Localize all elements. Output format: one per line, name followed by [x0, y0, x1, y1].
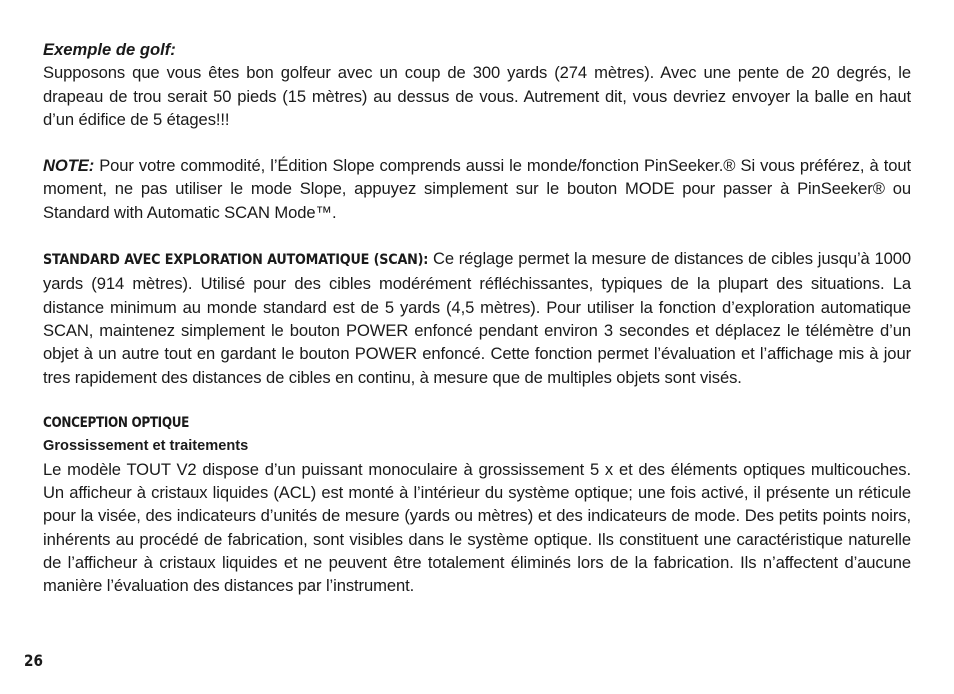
note-paragraph: [43, 154, 911, 224]
optical-design-subheading: Grossissement et traitements: [43, 437, 249, 454]
optical-design-heading: CONCEPTION OPTIQUE: [43, 414, 190, 431]
standard-scan-text: Ce réglage permet la mesure de distances de cibles jusqu’à 1000 yards (914 mètres). Utilisé pour des cibles modérément réfléchissantes, typiques de la plupart des situations. La distance minimum au monde standard est de 5 yards (4,5 mètres). Pour utiliser la fonction d’exploration automatique SCAN, maintenez simplement le bouton POWER enfoncé pendant environ 3 secondes et déplacez le télémètre d’un objet à un autre tout en gardant le bouton POWER enfoncé. Cette fonction permet l’évaluation et l’affichage mis à jour tres rapidement des distances de cibles en continu, à mesure que de multiples objets sont visés.: [43, 249, 911, 387]
spacer: [43, 131, 911, 154]
golf-example-text: Supposons que vous êtes bon golfeur avec un coup de 300 yards (274 mètres). Avec une pente de 20 degrés, le drapeau de trou serait 50 pieds (15 mètres) au dessus de vous. Autrement dit, vous devriez envoyer la balle en haut d’un édifice de 5 étages!!!: [43, 63, 911, 129]
optical-design-text: Le modèle TOUT V2 dispose d’un puissant monoculaire à grossissement 5 x et des éléments optiques multicouches. Un afficheur à cristaux liquides (ACL) est monté à l’intérieur du système optique; une fois activé, il présente un réticule pour la visée, des indicateurs d’unités de mesure (yards ou mètres) et des indicateurs de mode. Des petits points noirs, inhérents au procédé de fabrication, sont visibles dans le système optique. Ils constituent une caractéristique naturelle de l’afficheur à cristaux liquides et ne peuvent être totalement éliminés lors de la fabrication. Ils n’affectent d’aucune manière l’évaluation des distances par l’instrument.: [43, 459, 911, 596]
manual-page: [43, 38, 911, 598]
standard-scan-paragraph: [43, 247, 911, 389]
page-number: 26: [24, 651, 43, 670]
spacer: [43, 224, 911, 247]
spacer: [43, 389, 911, 412]
note-label: NOTE:: [43, 156, 95, 176]
note-text: Pour votre commodité, l’Édition Slope comprends aussi le monde/fonction PinSeeker.® Si vous préférez, à tout moment, ne pas utiliser le mode Slope, appuyez simplement sur le bouton MODE pour passer à PinSeeker® ou Standard with Automatic SCAN Mode™.: [43, 156, 911, 222]
standard-scan-heading: STANDARD AVEC EXPLORATION AUTOMATIQUE (SCAN):: [43, 252, 429, 269]
golf-example-title: Exemple de golf:: [43, 40, 176, 59]
